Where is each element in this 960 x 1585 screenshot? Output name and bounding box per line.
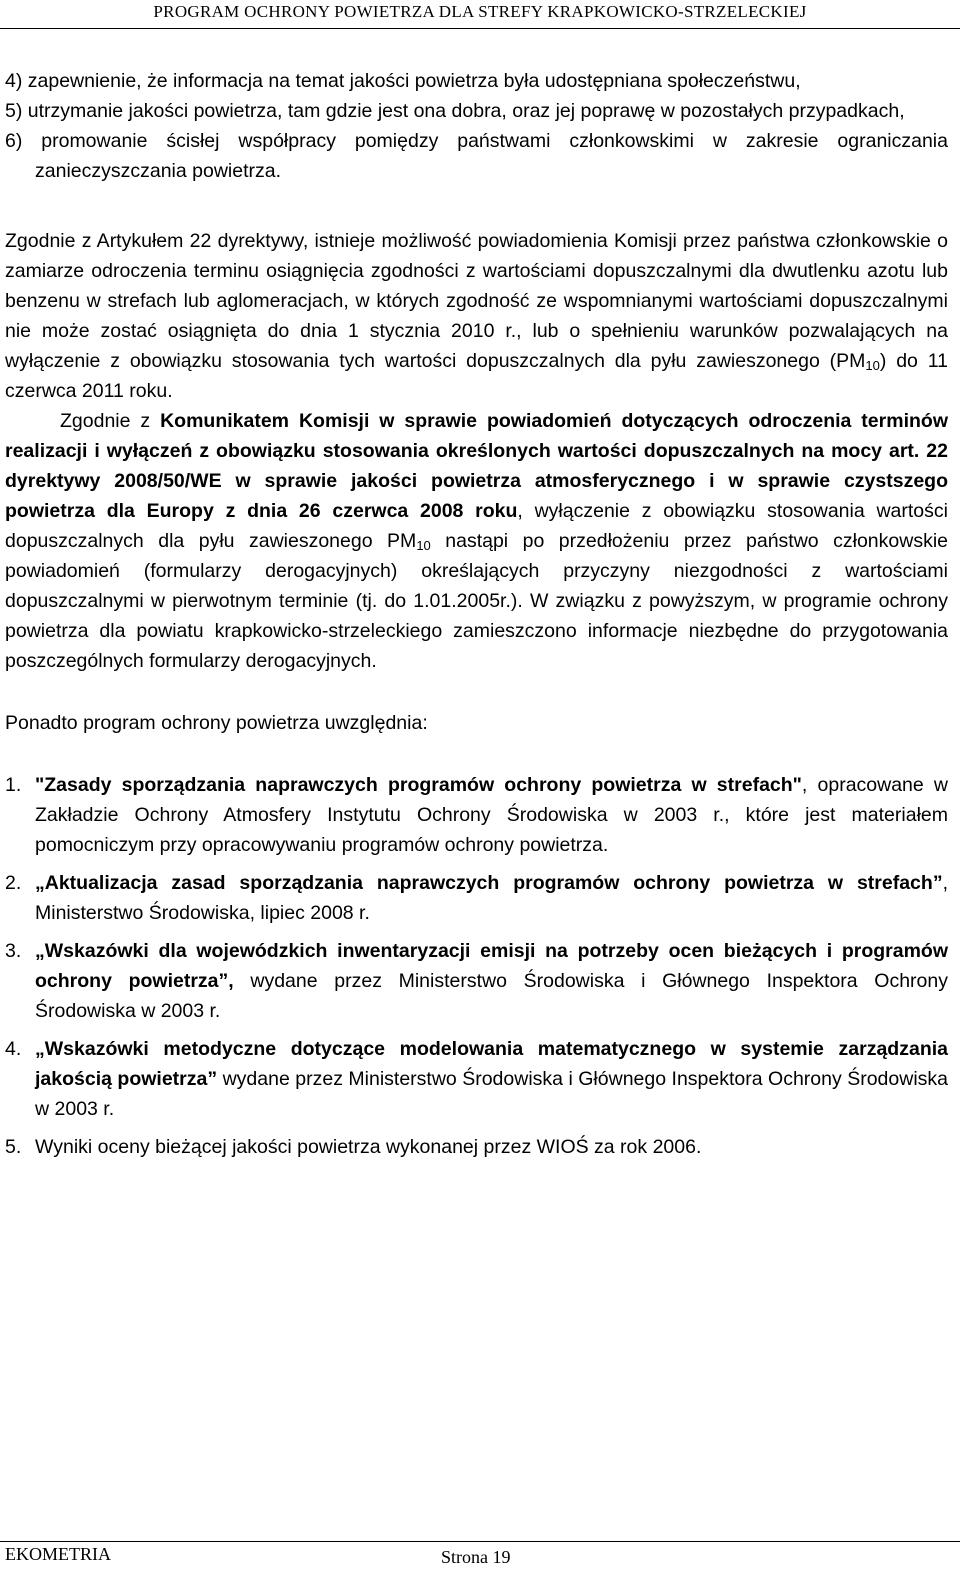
paragraph-intro-list: Ponadto program ochrony powietrza uwzględnia:	[5, 712, 428, 734]
list-item: 4) zapewnienie, że informacja na temat jakości powietrza była udostępniana społeczeństwu,	[5, 70, 801, 92]
document-body	[5, 66, 948, 1170]
reference-number: 4.	[5, 1038, 22, 1060]
reference-item: 2. „Aktualizacja zasad sporządzania naprawczych programów ochrony powietrza w strefach”, Ministerstwo Środowiska, lipiec 2008 r.	[5, 868, 948, 928]
reference-number: 5.	[5, 1136, 22, 1158]
reference-item: 1. "Zasady sporządzania naprawczych programów ochrony powietrza w strefach", opracowane w Zakładzie Ochrony Atmosfery Instytutu Ochrony Środowiska w 2003 r., które jest materiałem pomocniczym przy opracowywaniu programów ochrony powietrza.	[5, 770, 948, 860]
reference-item: 3. „Wskazówki dla wojewódzkich inwentaryzacji emisji na potrzeby ocen bieżących i programów ochrony powietrza”, wydane przez Ministerstwo Środowiska i Głównego Inspektora Ochrony Środowiska w 2003 r.	[5, 936, 948, 1026]
reference-number: 1.	[5, 774, 22, 796]
reference-item: 4. „Wskazówki metodyczne dotyczące modelowania matematycznego w systemie zarządzania jakością powietrza” wydane przez Ministerstwo Środowiska i Głównego Inspektora Ochrony Środowiska w 2003 r.	[5, 1034, 948, 1124]
reference-number: 2.	[5, 872, 22, 894]
list-item: 6) promowanie ścisłej współpracy pomiędzy państwami członkowskimi w zakresie ograniczania zanieczyszczania powietrza.	[5, 130, 948, 182]
paragraph-communication: Zgodnie z Komunikatem Komisji w sprawie powiadomień dotyczących odroczenia terminów realizacji i wyłączeń z obowiązku stosowania określonych wartości dopuszczalnych na mocy art. 22 dyrektywy 2008/50/WE w sprawie jakości powietrza atmosferycznego i w sprawie czystszego powietrza dla Europy z dnia 26 czerwca 2008 roku, wyłączenie z obowiązku stosowania wartości dopuszczalnych dla pyłu zawieszonego $PM_{10}$ nastąpi po przedłożeniu przez państwo członkowskie powiadomień (formularzy derogacyjnych) określających przyczyny niezgodności z wartościami dopuszczalnymi w pierwotnym terminie (tj. do 1.01.2005r.). W związku z powyższym, w programie ochrony powietrza dla powiatu krapkowicko-strzeleckiego zamieszczono informacje niezbędne do przygotowania poszczególnych formularzy derogacyjnych.	[5, 410, 949, 672]
bold-reference: Komunikatem Komisji w sprawie powiadomień dotyczących odroczenia terminów realizacji i wyłączeń z obowiązku stosowania określonych wartości dopuszczalnych na mocy art. 22 dyrektywy 2008/50/WE w sprawie jakości powietrza atmosferycznego i w sprawie czystszego powietrza dla Europy z dnia 26 czerwca 2008 roku	[5, 410, 948, 522]
page-number: Strona 19	[441, 1547, 511, 1567]
list-item: 5) utrzymanie jakości powietrza, tam gdzie jest ona dobra, oraz jej poprawę w pozostałych przypadkach,	[5, 100, 905, 122]
paragraph-article-22: Zgodnie z Artykułem 22 dyrektywy, istnieje możliwość powiadomienia Komisji przez państwa członkowskie o zamiarze odroczenia terminu osiągnięcia zgodności z wartościami dopuszczalnymi dla dwutlenku azotu lub benzenu w strefach lub aglomeracjach, w których zgodność ze wspomnianymi wartościami dopuszczalnymi nie może zostać osiągnięta do dnia 1 stycznia 2010 r., lub o spełnieniu warunków pozwalających na wyłączenie z obowiązku stosowania tych wartości dopuszczalnych dla pyłu zawieszonego $(PM_{10})$ do 11 czerwca 2011 roku.	[5, 230, 948, 402]
footer-company: EKOMETRIA	[5, 1544, 111, 1564]
header-title: PROGRAM OCHRONY POWIETRZA DLA STREFY KRAPKOWICKO-STRZELECKIEJ	[153, 2, 807, 21]
footer-divider	[0, 1541, 960, 1542]
page-header	[0, 0, 960, 30]
reference-number: 3.	[5, 940, 22, 962]
reference-item: 5. Wyniki oceny bieżącej jakości powietrza wykonanej przez WIOŚ za rok 2006.	[5, 1132, 948, 1162]
header-divider	[0, 28, 960, 29]
objectives-list	[5, 66, 948, 186]
references-list	[5, 770, 948, 1162]
